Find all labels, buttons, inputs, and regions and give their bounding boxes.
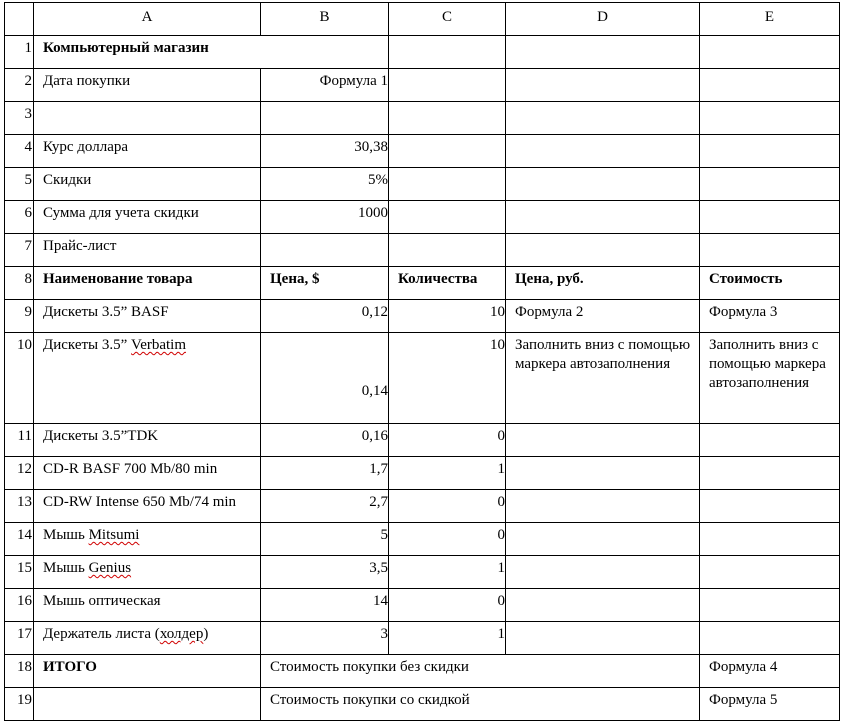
row-number: 12 [5,457,34,490]
cell-d11[interactable] [506,424,700,457]
cell-d17[interactable] [506,622,700,655]
cell-d1[interactable] [506,36,700,69]
table-row [5,201,840,234]
cell-a6[interactable]: Сумма для учета скидки [34,201,261,234]
row-number: 1 [5,36,34,69]
row-number: 15 [5,556,34,589]
table-header-row [5,267,840,300]
header-price-usd[interactable]: Цена, $ [261,267,389,300]
table-row [5,36,840,69]
cell-d12[interactable] [506,457,700,490]
spellcheck-word: Mitsumi [88,527,140,543]
row-number: 4 [5,135,34,168]
cell-e16[interactable] [700,589,840,622]
cell-e13[interactable] [700,490,840,523]
spellcheck-word: Genius [88,560,132,576]
cell-e7[interactable] [700,234,840,267]
cell-a16[interactable]: Мышь оптическая [34,589,261,622]
cell-e10-note[interactable]: Заполнить вниз с помощью маркера автозаполнения [700,333,840,424]
cell-b3[interactable] [261,102,389,135]
cell-c16[interactable]: 0 [389,589,506,622]
column-header-e[interactable]: E [700,3,840,36]
cell-a12[interactable]: CD-R BASF 700 Mb/80 min [34,457,261,490]
cell-e6[interactable] [700,201,840,234]
table-row [5,135,840,168]
cell-a9[interactable]: Дискеты 3.5” BASF [34,300,261,333]
cell-a11[interactable]: Дискеты 3.5”TDK [34,424,261,457]
cell-d13[interactable] [506,490,700,523]
cell-d2[interactable] [506,69,700,102]
cell-a10[interactable] [34,333,261,424]
row-number: 13 [5,490,34,523]
cell-bcd18-label[interactable]: Стоимость покупки без скидки [261,655,700,688]
table-row [5,333,840,424]
row-number: 6 [5,201,34,234]
spreadsheet-table [4,2,840,721]
cell-b4[interactable]: 30,38 [261,135,389,168]
cell-c11[interactable]: 0 [389,424,506,457]
cell-a14-text: Мышь [43,527,89,543]
cell-e5[interactable] [700,168,840,201]
cell-d7[interactable] [506,234,700,267]
row-number: 14 [5,523,34,556]
column-header-d[interactable]: D [506,3,700,36]
row-number: 19 [5,688,34,721]
cell-b7[interactable] [261,234,389,267]
cell-c5[interactable] [389,168,506,201]
cell-d5[interactable] [506,168,700,201]
cell-d10-note[interactable]: Заполнить вниз с помощью маркера автозаполнения [506,333,700,424]
cell-e3[interactable] [700,102,840,135]
row-number: 2 [5,69,34,102]
cell-a4[interactable]: Курс доллара [34,135,261,168]
header-price-rub[interactable]: Цена, руб. [506,267,700,300]
total-row [5,655,840,688]
cell-c14[interactable]: 0 [389,523,506,556]
cell-d15[interactable] [506,556,700,589]
cell-e2[interactable] [700,69,840,102]
cell-d16[interactable] [506,589,700,622]
spellcheck-word: холдер [159,626,204,642]
table-row [5,589,840,622]
cell-a17-text: Держатель листа ( [43,626,160,642]
row-number: 5 [5,168,34,201]
cell-e15[interactable] [700,556,840,589]
cell-d9[interactable]: Формула 2 [506,300,700,333]
table-row [5,556,840,589]
cell-c15[interactable]: 1 [389,556,506,589]
cell-b9[interactable]: 0,12 [261,300,389,333]
cell-c1[interactable] [389,36,506,69]
header-cost[interactable]: Стоимость [700,267,840,300]
cell-a13[interactable]: CD-RW Intense 650 Mb/74 min [34,490,261,523]
spellcheck-word: Verbatim [131,337,187,353]
cell-e14[interactable] [700,523,840,556]
cell-a17[interactable] [34,622,261,655]
cell-e1[interactable] [700,36,840,69]
cell-a7[interactable]: Прайс-лист [34,234,261,267]
cell-c3[interactable] [389,102,506,135]
row-number: 8 [5,267,34,300]
cell-c10[interactable]: 10 [389,333,506,424]
cell-a1-title[interactable]: Компьютерный магазин [34,36,389,69]
cell-d4[interactable] [506,135,700,168]
cell-c13[interactable]: 0 [389,490,506,523]
cell-d3[interactable] [506,102,700,135]
cell-c4[interactable] [389,135,506,168]
table-row [5,523,840,556]
cell-e17[interactable] [700,622,840,655]
table-row [5,622,840,655]
cell-bcd19-label[interactable]: Стоимость покупки со скидкой [261,688,700,721]
row-number: 9 [5,300,34,333]
table-row [5,424,840,457]
cell-b2[interactable]: Формула 1 [261,69,389,102]
cell-c7[interactable] [389,234,506,267]
cell-a5[interactable]: Скидки [34,168,261,201]
cell-e18[interactable]: Формула 4 [700,655,840,688]
table-row [5,490,840,523]
table-row [5,234,840,267]
cell-a19[interactable] [34,688,261,721]
column-header-a[interactable]: A [34,3,261,36]
cell-d6[interactable] [506,201,700,234]
cell-a10-text: Дискеты 3.5” [43,337,132,353]
cell-b11[interactable]: 0,16 [261,424,389,457]
cell-c17[interactable]: 1 [389,622,506,655]
row-number: 16 [5,589,34,622]
cell-e19[interactable]: Формула 5 [700,688,840,721]
cell-b12[interactable]: 1,7 [261,457,389,490]
total-row [5,688,840,721]
cell-e11[interactable] [700,424,840,457]
cell-c12[interactable]: 1 [389,457,506,490]
table-row [5,102,840,135]
table-row [5,168,840,201]
cell-a15[interactable] [34,556,261,589]
cell-a3[interactable] [34,102,261,135]
cell-b6[interactable]: 1000 [261,201,389,234]
header-product-name[interactable]: Наименование товара [34,267,261,300]
row-number: 3 [5,102,34,135]
cell-b14[interactable]: 5 [261,523,389,556]
cell-e9[interactable]: Формула 3 [700,300,840,333]
cell-e12[interactable] [700,457,840,490]
cell-c6[interactable] [389,201,506,234]
row-number: 11 [5,424,34,457]
column-header-row [5,3,840,36]
cell-a2[interactable]: Дата покупки [34,69,261,102]
cell-a18-total[interactable]: ИТОГО [34,655,261,688]
table-row [5,457,840,490]
table-row [5,69,840,102]
cell-b17[interactable]: 3 [261,622,389,655]
cell-e4[interactable] [700,135,840,168]
row-number: 18 [5,655,34,688]
column-header-c[interactable]: C [389,3,506,36]
cell-b15[interactable]: 3,5 [261,556,389,589]
column-header-b[interactable]: B [261,3,389,36]
cell-c2[interactable] [389,69,506,102]
cell-d14[interactable] [506,523,700,556]
corner-cell [5,3,34,36]
cell-b5[interactable]: 5% [261,168,389,201]
row-number: 17 [5,622,34,655]
row-number: 7 [5,234,34,267]
cell-b10[interactable]: 0,14 [261,333,389,424]
cell-b13[interactable]: 2,7 [261,490,389,523]
header-quantity[interactable]: Количества [389,267,506,300]
row-number: 10 [5,333,34,424]
cell-c9[interactable]: 10 [389,300,506,333]
cell-a14[interactable] [34,523,261,556]
cell-b16[interactable]: 14 [261,589,389,622]
cell-a17-suffix: ) [203,626,209,642]
table-row [5,300,840,333]
cell-a15-text: Мышь [43,560,89,576]
